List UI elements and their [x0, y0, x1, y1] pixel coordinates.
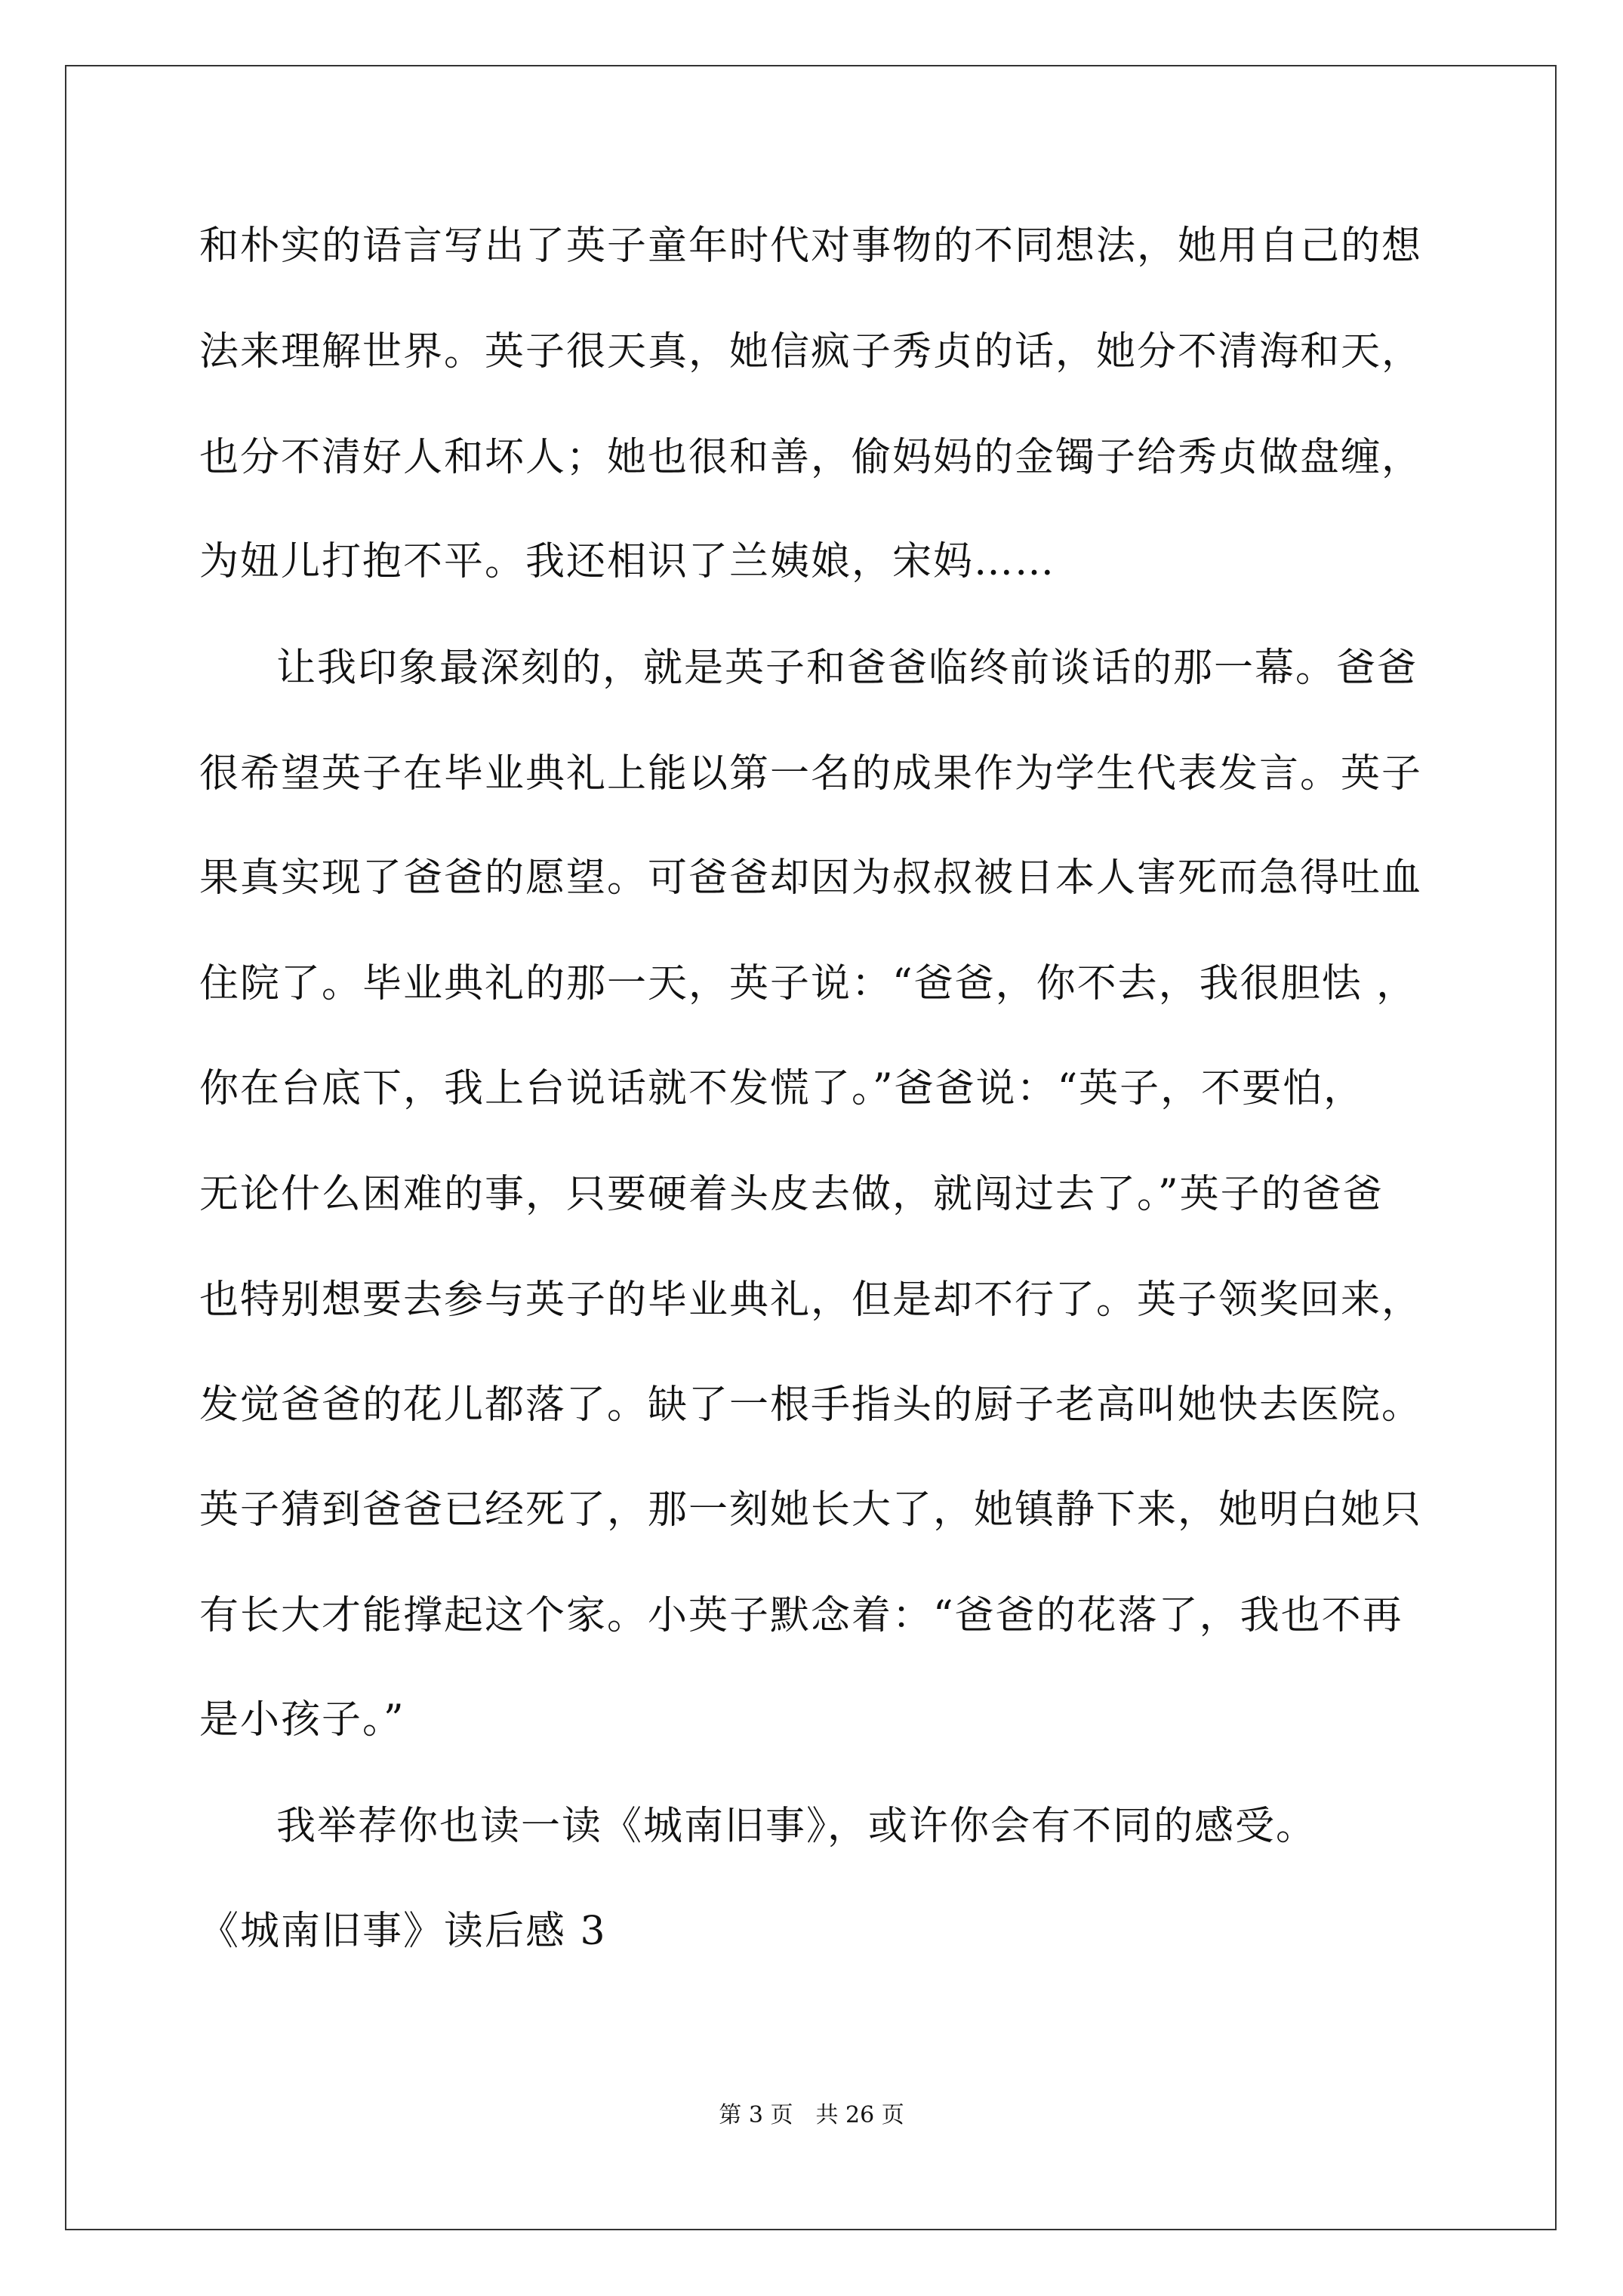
page-border: [65, 65, 1557, 2230]
text-line: 很希望英子在毕业典礼上能以第一名的成果作为学生代表发言。英子: [199, 751, 1423, 797]
text-line: 无论什么困难的事，只要硬着头皮去做，就闯过去了。”英子的爸爸: [199, 1172, 1384, 1217]
text-line: 住院了。毕业典礼的那一天，英子说：“爸爸，你不去，我很胆怯 ，: [199, 961, 1418, 1006]
text-line: 是小孩子。”: [199, 1697, 405, 1743]
text-line: 法来理解世界。英子很天真，她信疯子秀贞的话，她分不清海和天，: [199, 329, 1423, 374]
text-line: 和朴实的语言写出了英子童年时代对事物的不同想法，她用自己的想: [199, 223, 1423, 269]
text-line: 你在台底下，我上台说话就不发慌了。”爸爸说：“英子，不要怕，: [199, 1066, 1365, 1111]
text-line: 英子猜到爸爸已经死了，那一刻她长大了，她镇静下来，她明白她只: [199, 1487, 1423, 1533]
text-line: 有长大才能撑起这个家。小英子默念着：“爸爸的花落了，我也不再: [199, 1593, 1403, 1638]
text-line: 发觉爸爸的花儿都落了。缺了一根手指头的厨子老高叫她快去医院。: [199, 1382, 1423, 1428]
paragraph-start-line: 让我印象最深刻的，就是英子和爸爸临终前谈话的那一幕。爸爸: [276, 646, 1418, 691]
text-line: 果真实现了爸爸的愿望。可爸爸却因为叔叔被日本人害死而急得吐血: [199, 855, 1423, 901]
paragraph-start-line: 我举荐你也读一读《城南旧事》，或许你会有不同的感受。: [276, 1804, 1317, 1849]
section-heading: 《城南旧事》读后感 3: [199, 1909, 607, 1954]
page-footer: 第 3 页 共 26 页: [719, 2102, 904, 2128]
text-line: 为妞儿打抱不平。我还相识了兰姨娘，宋妈……: [199, 539, 1056, 584]
text-line: 也分不清好人和坏人；她也很和善，偷妈妈的金镯子给秀贞做盘缠，: [199, 435, 1423, 480]
text-line: 也特别想要去参与英子的毕业典礼，但是却不行了。英子领奖回来，: [199, 1277, 1423, 1323]
